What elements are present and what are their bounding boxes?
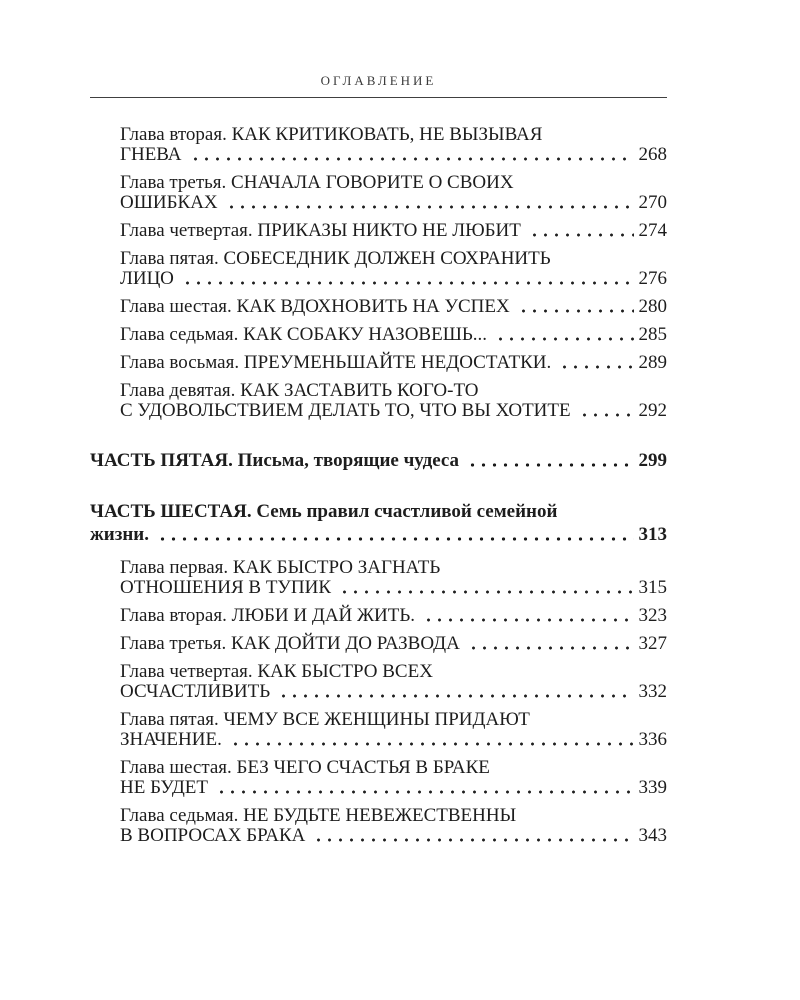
toc-entry	[90, 710, 667, 750]
toc-entry-title: Глава восьмая. ПРЕУМЕНЬШАЙТЕ НЕДОСТАТКИ.	[120, 352, 552, 373]
toc-entry-title: Глава вторая. ЛЮБИ И ДАЙ ЖИТЬ.	[120, 605, 416, 626]
page-number: 336	[638, 729, 667, 750]
header-rule	[90, 97, 667, 98]
toc-entry	[90, 662, 667, 702]
page-number: 299	[638, 450, 667, 471]
toc-entry-leader-row	[120, 578, 667, 598]
dot-leader	[214, 778, 633, 798]
toc-entry	[90, 449, 667, 472]
page-number: 315	[638, 577, 667, 598]
page-number: 285	[638, 324, 667, 345]
toc-entry-title: жизни.	[90, 524, 150, 545]
dot-leader	[228, 730, 634, 750]
toc-entry	[90, 381, 667, 421]
toc-entry-title: ЗНАЧЕНИЕ.	[120, 729, 222, 750]
page-content	[90, 73, 667, 854]
toc-entry-line: Глава седьмая. НЕ БУДЬТЕ НЕВЕЖЕСТВЕННЫ	[120, 805, 517, 826]
dot-leader	[337, 578, 633, 598]
toc-entry-title: ОШИБКАХ	[120, 192, 218, 213]
toc-entry-title: ОТНОШЕНИЯ В ТУПИК	[120, 577, 332, 598]
toc-entry	[90, 297, 667, 317]
toc-entry	[90, 125, 667, 165]
dot-leader	[577, 401, 634, 421]
toc-entry-leader-row	[120, 297, 667, 317]
dot-leader	[493, 325, 633, 345]
toc-entry	[90, 758, 667, 798]
toc-entry-line: Глава шестая. БЕЗ ЧЕГО СЧАСТЬЯ В БРАКЕ	[120, 757, 490, 778]
toc-entry-leader-row	[120, 634, 667, 654]
toc-entry-leader-row	[90, 523, 667, 546]
toc-entry-leader-row	[120, 778, 667, 798]
toc-entry	[90, 249, 667, 289]
toc-entry	[90, 221, 667, 241]
toc-entry-leader-row	[120, 269, 667, 289]
toc-entry	[90, 500, 667, 546]
page-title: ОГЛАВЛЕНИЕ	[320, 73, 437, 88]
toc-entry	[90, 606, 667, 626]
dot-leader	[466, 634, 634, 654]
toc-entry	[90, 558, 667, 598]
page-number: 343	[638, 825, 667, 846]
dot-leader	[224, 193, 634, 213]
toc-entry	[90, 634, 667, 654]
toc-entry-leader-row	[90, 449, 667, 472]
toc-entry-line: Глава третья. СНАЧАЛА ГОВОРИТЕ О СВОИХ	[120, 172, 514, 193]
page-number: 270	[638, 192, 667, 213]
toc-entry-leader-row	[120, 606, 667, 626]
toc-entry-leader-row	[120, 682, 667, 702]
dot-leader	[516, 297, 634, 317]
toc-entry-title: Глава третья. КАК ДОЙТИ ДО РАЗВОДА	[120, 633, 460, 654]
toc-entry	[90, 173, 667, 213]
page-number: 323	[638, 605, 667, 626]
toc-entry	[90, 806, 667, 846]
page-number: 332	[638, 681, 667, 702]
page-header	[90, 73, 667, 98]
toc-entry-leader-row	[120, 221, 667, 241]
page-number: 289	[638, 352, 667, 373]
toc-entry-line: Глава первая. КАК БЫСТРО ЗАГНАТЬ	[120, 557, 441, 578]
toc-entry-title: ЧАСТЬ ПЯТАЯ. Письма, творящие чудеса	[90, 450, 460, 471]
toc-entry-line: Глава четвертая. КАК БЫСТРО ВСЕХ	[120, 661, 433, 682]
toc-entry-leader-row	[120, 193, 667, 213]
toc-entry-title: ГНЕВА	[120, 144, 182, 165]
dot-leader	[180, 269, 634, 289]
toc-entry-title: Глава четвертая. ПРИКАЗЫ НИКТО НЕ ЛЮБИТ	[120, 220, 521, 241]
toc-entry-line: Глава вторая. КАК КРИТИКОВАТЬ, НЕ ВЫЗЫВАЯ	[120, 124, 543, 145]
dot-leader	[421, 606, 633, 626]
dot-leader	[527, 221, 634, 241]
dot-leader	[276, 682, 633, 702]
page-number: 280	[638, 296, 667, 317]
toc-entry-title: Глава седьмая. КАК СОБАКУ НАЗОВЕШЬ...	[120, 324, 488, 345]
page-number: 327	[638, 633, 667, 654]
toc-entry-title: ЛИЦО	[120, 268, 174, 289]
toc-entry-line: Глава пятая. СОБЕСЕДНИК ДОЛЖЕН СОХРАНИТЬ	[120, 248, 551, 269]
toc-list	[90, 125, 667, 846]
page-number: 313	[638, 524, 667, 545]
toc-entry-line: ЧАСТЬ ШЕСТАЯ. Семь правил счастливой семейной	[90, 501, 558, 522]
toc-entry-leader-row	[120, 145, 667, 165]
toc-entry-leader-row	[120, 730, 667, 750]
dot-leader	[311, 826, 633, 846]
dot-leader	[155, 523, 633, 546]
toc-entry-title: С УДОВОЛЬСТВИЕМ ДЕЛАТЬ ТО, ЧТО ВЫ ХОТИТЕ	[120, 400, 571, 421]
toc-entry	[90, 353, 667, 373]
dot-leader	[465, 449, 633, 472]
page-number: 339	[638, 777, 667, 798]
dot-leader	[557, 353, 633, 373]
toc-entry-title: В ВОПРОСАХ БРАКА	[120, 825, 306, 846]
toc-entry-leader-row	[120, 826, 667, 846]
page-number: 292	[638, 400, 667, 421]
toc-entry-leader-row	[120, 401, 667, 421]
toc-entry-line: Глава девятая. КАК ЗАСТАВИТЬ КОГО-ТО	[120, 380, 479, 401]
toc-entry-leader-row	[120, 353, 667, 373]
toc-entry	[90, 325, 667, 345]
toc-entry-title: Глава шестая. КАК ВДОХНОВИТЬ НА УСПЕХ	[120, 296, 510, 317]
toc-entry-title: ОСЧАСТЛИВИТЬ	[120, 681, 271, 702]
page-number: 274	[638, 220, 667, 241]
toc-entry-line: Глава пятая. ЧЕМУ ВСЕ ЖЕНЩИНЫ ПРИДАЮТ	[120, 709, 530, 730]
toc-entry-leader-row	[120, 325, 667, 345]
dot-leader	[188, 145, 634, 165]
page-number: 268	[638, 144, 667, 165]
toc-entry-title: НЕ БУДЕТ	[120, 777, 209, 798]
page-number: 276	[638, 268, 667, 289]
